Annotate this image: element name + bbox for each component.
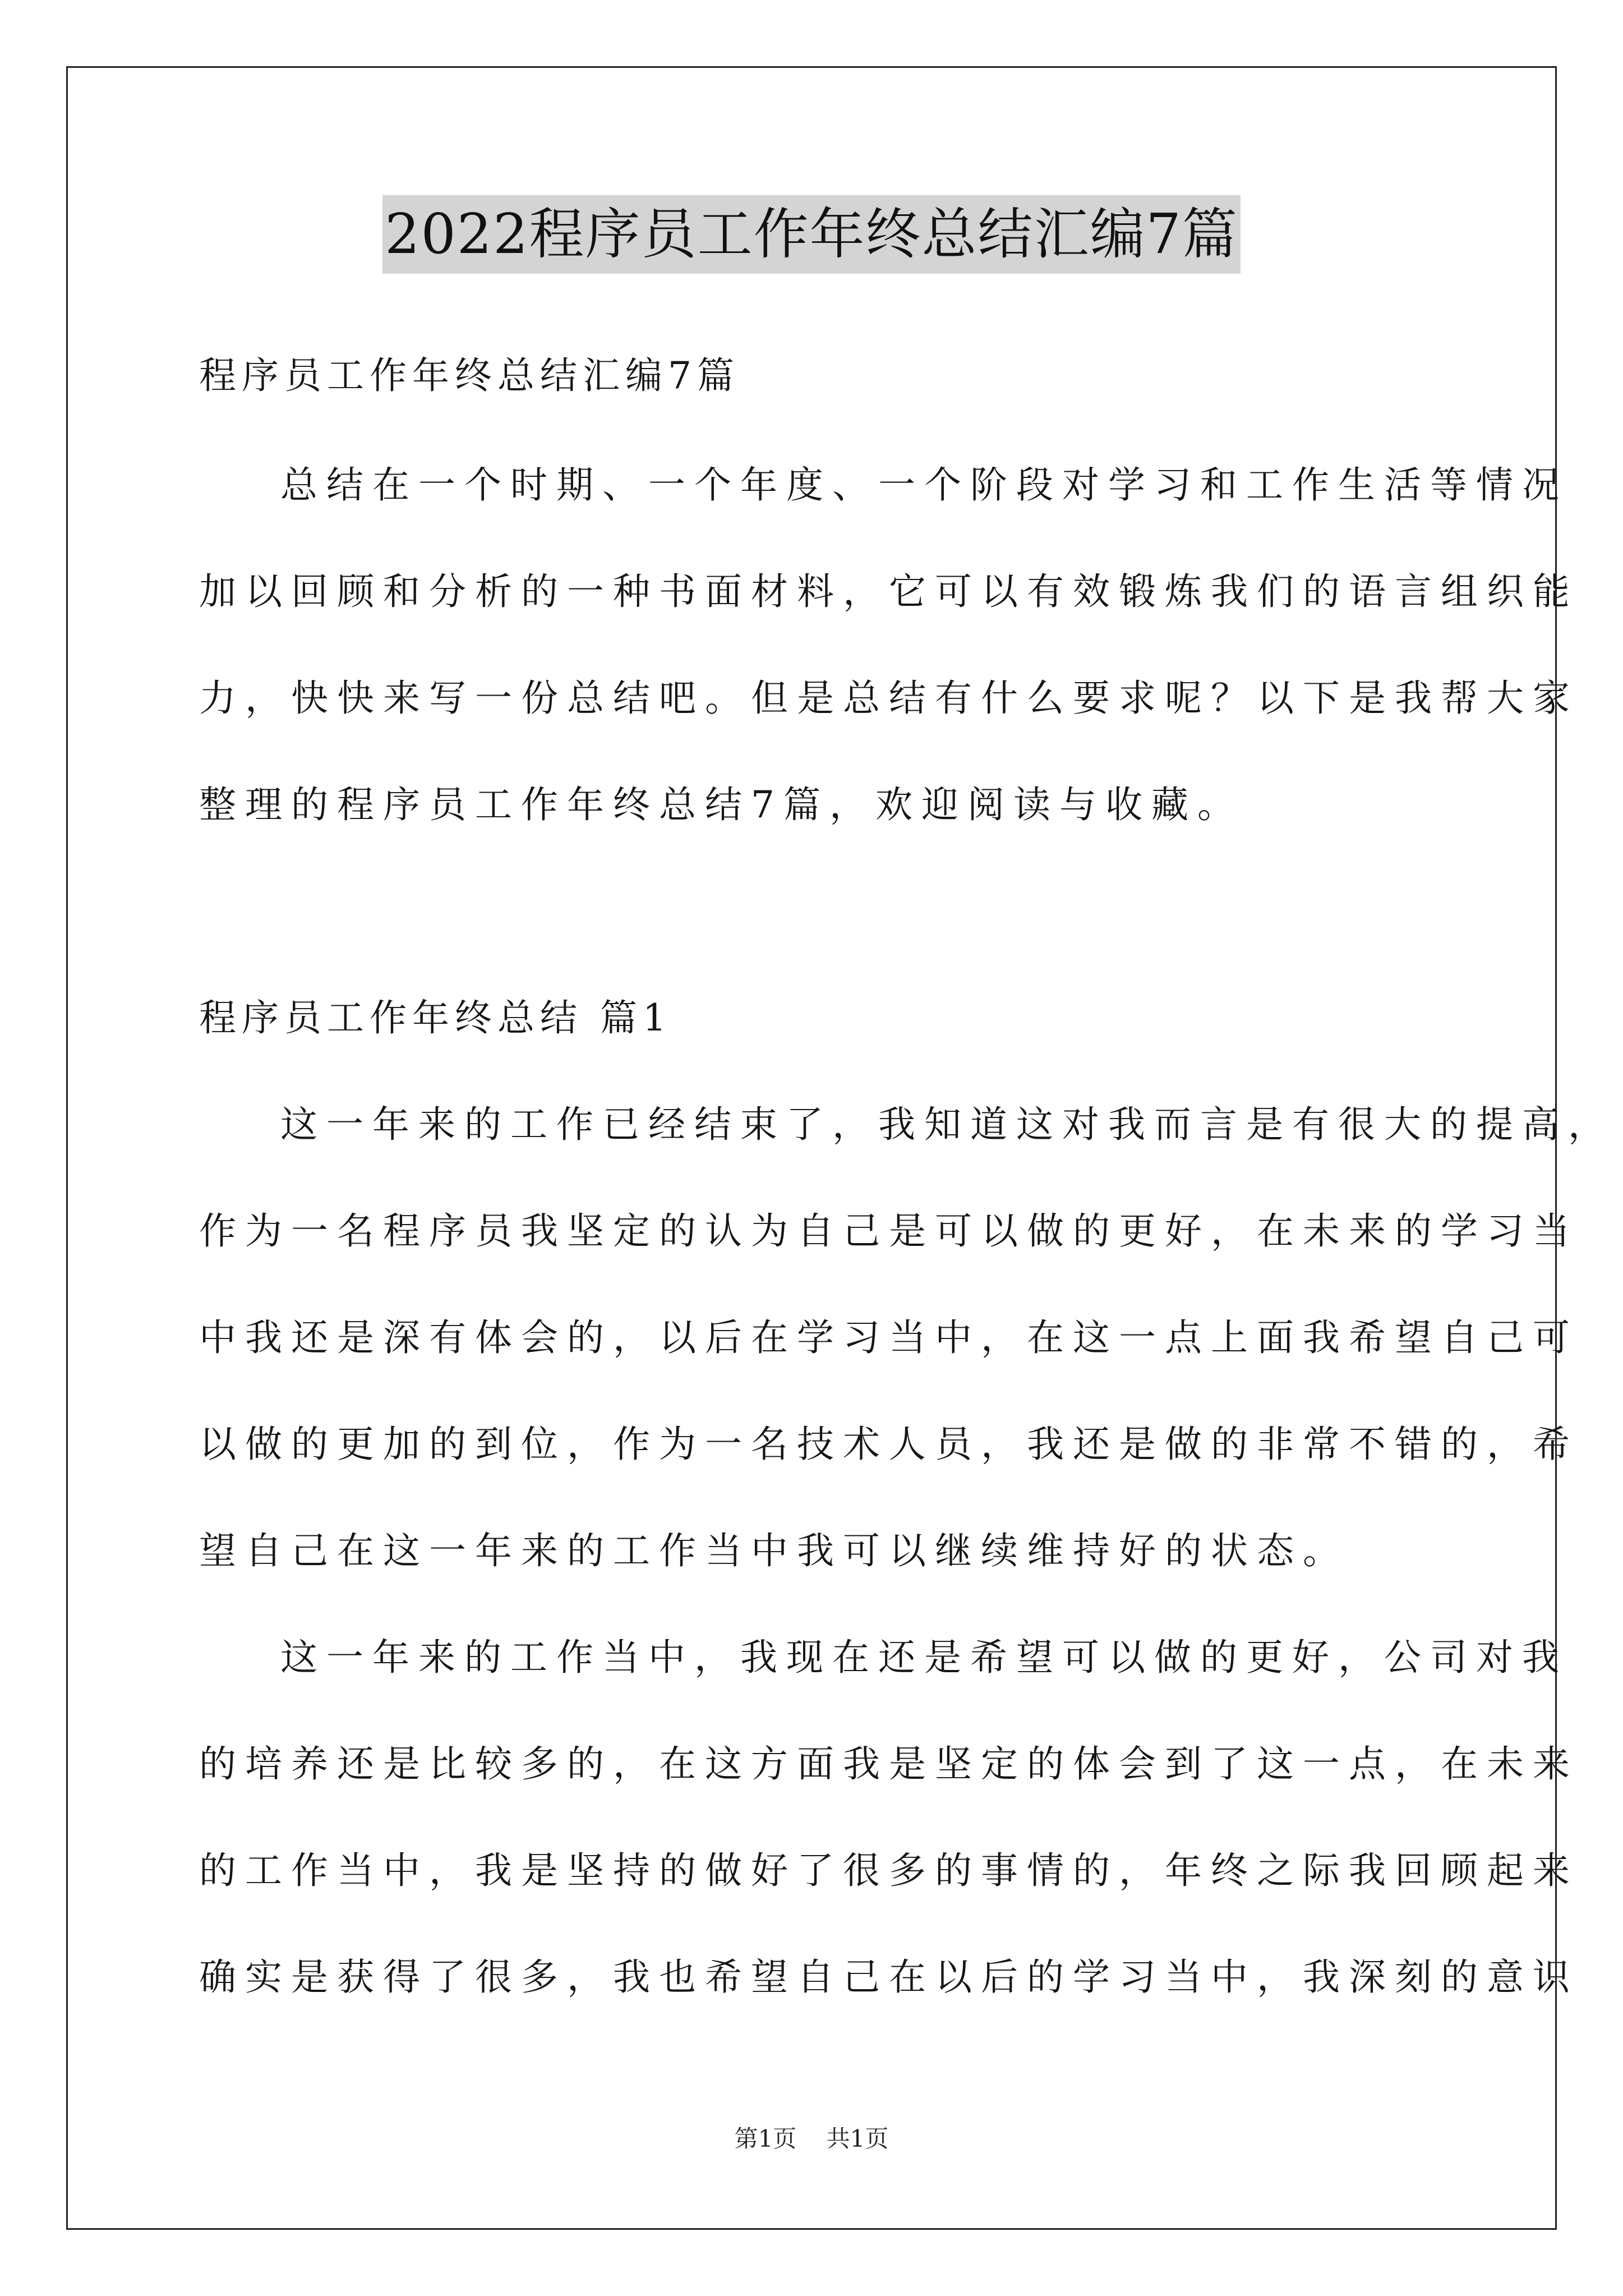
- title-container: [0, 195, 1623, 274]
- page-footer: [0, 2120, 1623, 2154]
- paragraph-line: 的工作当中，我是坚持的做好了很多的事情的，年终之际我回顾起来: [199, 1849, 1579, 1892]
- paragraph-line: 这一年来的工作已经结束了，我知道这对我而言是有很大的提高，: [280, 1103, 1614, 1146]
- page-number: 第1页: [734, 2125, 797, 2152]
- section-heading: 程序员工作年终总结 篇1: [199, 996, 672, 1039]
- page-total: 共1页: [826, 2125, 889, 2152]
- paragraph-line: 这一年来的工作当中，我现在还是希望可以做的更好，公司对我: [280, 1636, 1568, 1679]
- paragraph-line: 中我还是深有体会的，以后在学习当中，在这一点上面我希望自己可: [199, 1316, 1579, 1359]
- intro-line: 加以回顾和分析的一种书面材料，它可以有效锻炼我们的语言组织能: [199, 570, 1579, 613]
- paragraph-line: 作为一名程序员我坚定的认为自己是可以做的更好，在未来的学习当: [199, 1209, 1579, 1253]
- paragraph-line: 的培养还是比较多的，在这方面我是坚定的体会到了这一点，在未来: [199, 1742, 1579, 1786]
- intro-line: 总结在一个时期、一个年度、一个阶段对学习和工作生活等情况: [280, 463, 1568, 507]
- intro-line: 整理的程序员工作年终总结7篇，欢迎阅读与收藏。: [199, 783, 1243, 826]
- document-subtitle: 程序员工作年终总结汇编7篇: [199, 354, 740, 397]
- document-title: 2022程序员工作年终总结汇编7篇: [382, 195, 1241, 274]
- intro-line: 力，快快来写一份总结吧。但是总结有什么要求呢？以下是我帮大家: [199, 677, 1579, 720]
- paragraph-line: 以做的更加的到位，作为一名技术人员，我还是做的非常不错的，希: [199, 1423, 1579, 1466]
- paragraph-line: 确实是获得了很多，我也希望自己在以后的学习当中，我深刻的意识: [199, 1955, 1579, 1999]
- paragraph-line: 望自己在这一年来的工作当中我可以继续维持好的状态。: [199, 1529, 1349, 1572]
